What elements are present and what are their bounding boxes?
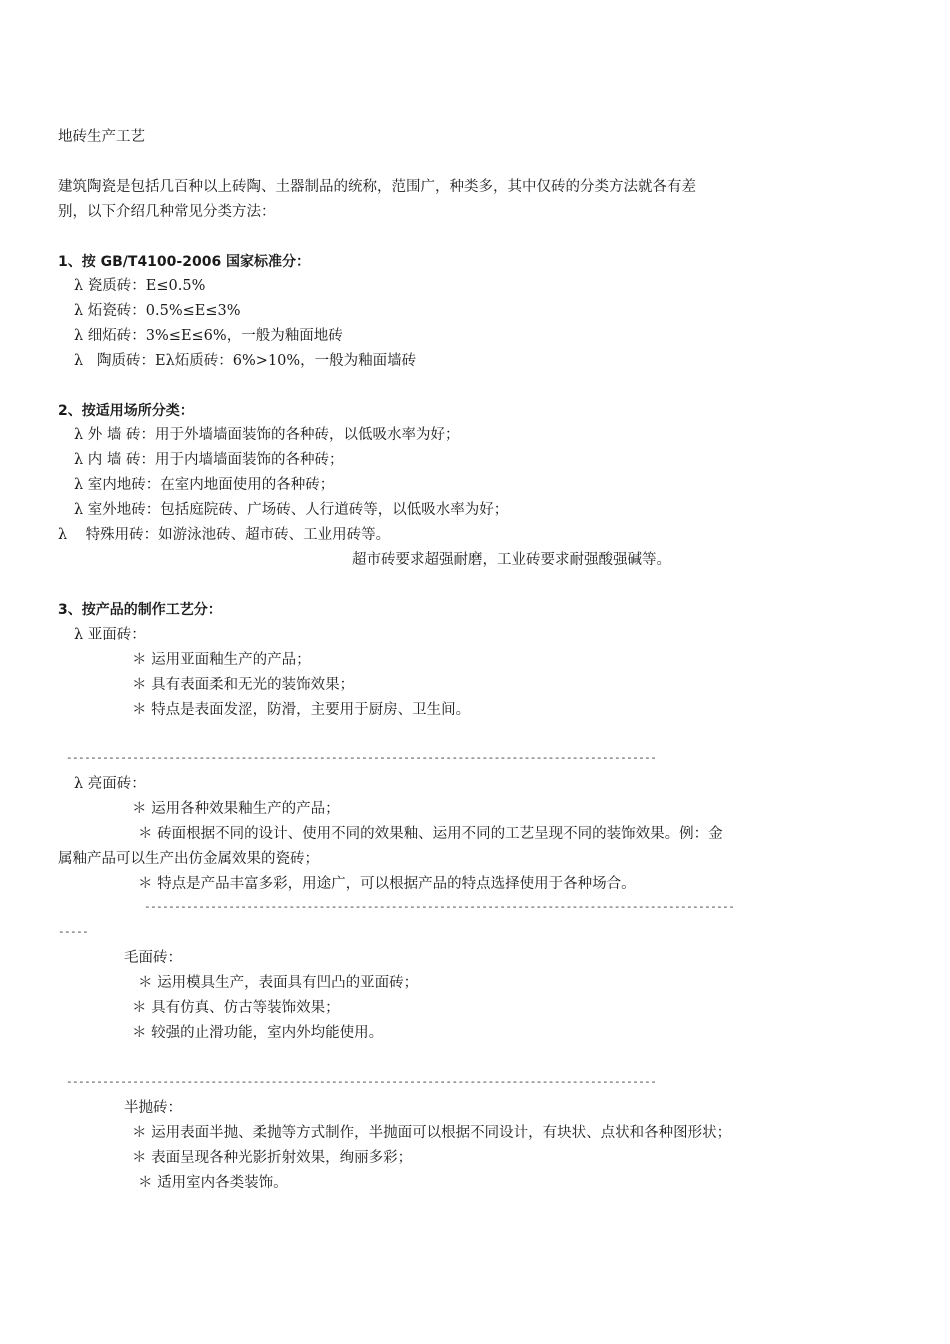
list-item: ＊ 表面呈现各种光影折射效果，绚丽多彩； (132, 1150, 413, 1166)
list-item: ＊ 运用亚面釉生产的产品； (132, 652, 311, 668)
glossy-tile-label: λ 亮面砖： (74, 776, 146, 792)
section-3-heading: 3、按产品的制作工艺分： (58, 602, 222, 618)
section-2-note: 超市砖要求超强耐磨，工业砖要求耐强酸强碱等。 (352, 552, 671, 568)
list-item: ＊ 运用表面半抛、柔抛等方式制作，半抛面可以根据不同设计，有块状、点状和各种图形状； (132, 1125, 732, 1141)
section-2-heading: 2、按适用场所分类： (58, 403, 194, 419)
semi-polished-tile-label: 半抛砖： (124, 1100, 182, 1116)
list-item: ＊ 特点是产品丰富多彩，用途广，可以根据产品的特点选择使用于各种场合。 (138, 876, 636, 892)
divider-continuation: ----- (58, 925, 89, 938)
divider: -------------------------------------------------------------------------------------------------- (66, 751, 657, 764)
list-item-continuation: 属釉产品可以生产出仿金属效果的瓷砖； (58, 851, 319, 867)
list-item: ＊ 特点是表面发涩，防滑，主要用于厨房、卫生间。 (132, 702, 471, 718)
list-item: λ 炻瓷砖：0.5%≤E≤3% (74, 303, 241, 319)
intro-line-1: 建筑陶瓷是包括几百种以上砖陶、土器制品的统称，范围广，种类多，其中仅砖的分类方法就各有差 (58, 179, 696, 195)
list-item: ＊ 运用模具生产，表面具有凹凸的亚面砖； (138, 975, 419, 991)
list-item: ＊ 适用室内各类装饰。 (138, 1175, 288, 1191)
list-item: λ 细炻砖：3%≤E≤6%，一般为釉面地砖 (74, 328, 343, 344)
divider: -------------------------------------------------------------------------------------------------- (144, 900, 735, 913)
matte-tile-label: λ 亚面砖： (74, 627, 146, 643)
list-item: λ 特殊用砖：如游泳池砖、超市砖、工业用砖等。 (58, 527, 391, 543)
list-item: λ 陶质砖：Eλ炻质砖：6%>10%，一般为釉面墙砖 (74, 353, 417, 369)
intro-line-2: 别，以下介绍几种常见分类方法： (58, 204, 276, 220)
list-item: ＊ 较强的止滑功能，室内外均能使用。 (132, 1025, 384, 1041)
rough-tile-label: 毛面砖： (124, 950, 182, 966)
list-item: λ 内 墙 砖：用于内墙墙面装饰的各种砖； (74, 452, 344, 468)
list-item: λ 室外地砖：包括庭院砖、广场砖、人行道砖等，以低吸水率为好； (74, 502, 509, 518)
list-item: ＊ 运用各种效果釉生产的产品； (132, 801, 340, 817)
list-item: ＊ 具有表面柔和无光的装饰效果； (132, 677, 355, 693)
page-title: 地砖生产工艺 (58, 129, 145, 145)
list-item: λ 室内地砖：在室内地面使用的各种砖； (74, 477, 335, 493)
divider: -------------------------------------------------------------------------------------------------- (66, 1075, 657, 1088)
list-item: ＊ 具有仿真、仿古等装饰效果； (132, 1000, 340, 1016)
section-1-heading: 1、按 GB/T4100-2006 国家标准分： (58, 254, 311, 270)
list-item: λ 瓷质砖：E≤0.5% (74, 278, 206, 294)
list-item: λ 外 墙 砖：用于外墙墙面装饰的各种砖，以低吸水率为好； (74, 427, 460, 443)
list-item: ＊ 砖面根据不同的设计、使用不同的效果釉、运用不同的工艺呈现不同的装饰效果。例：金 (138, 826, 723, 842)
